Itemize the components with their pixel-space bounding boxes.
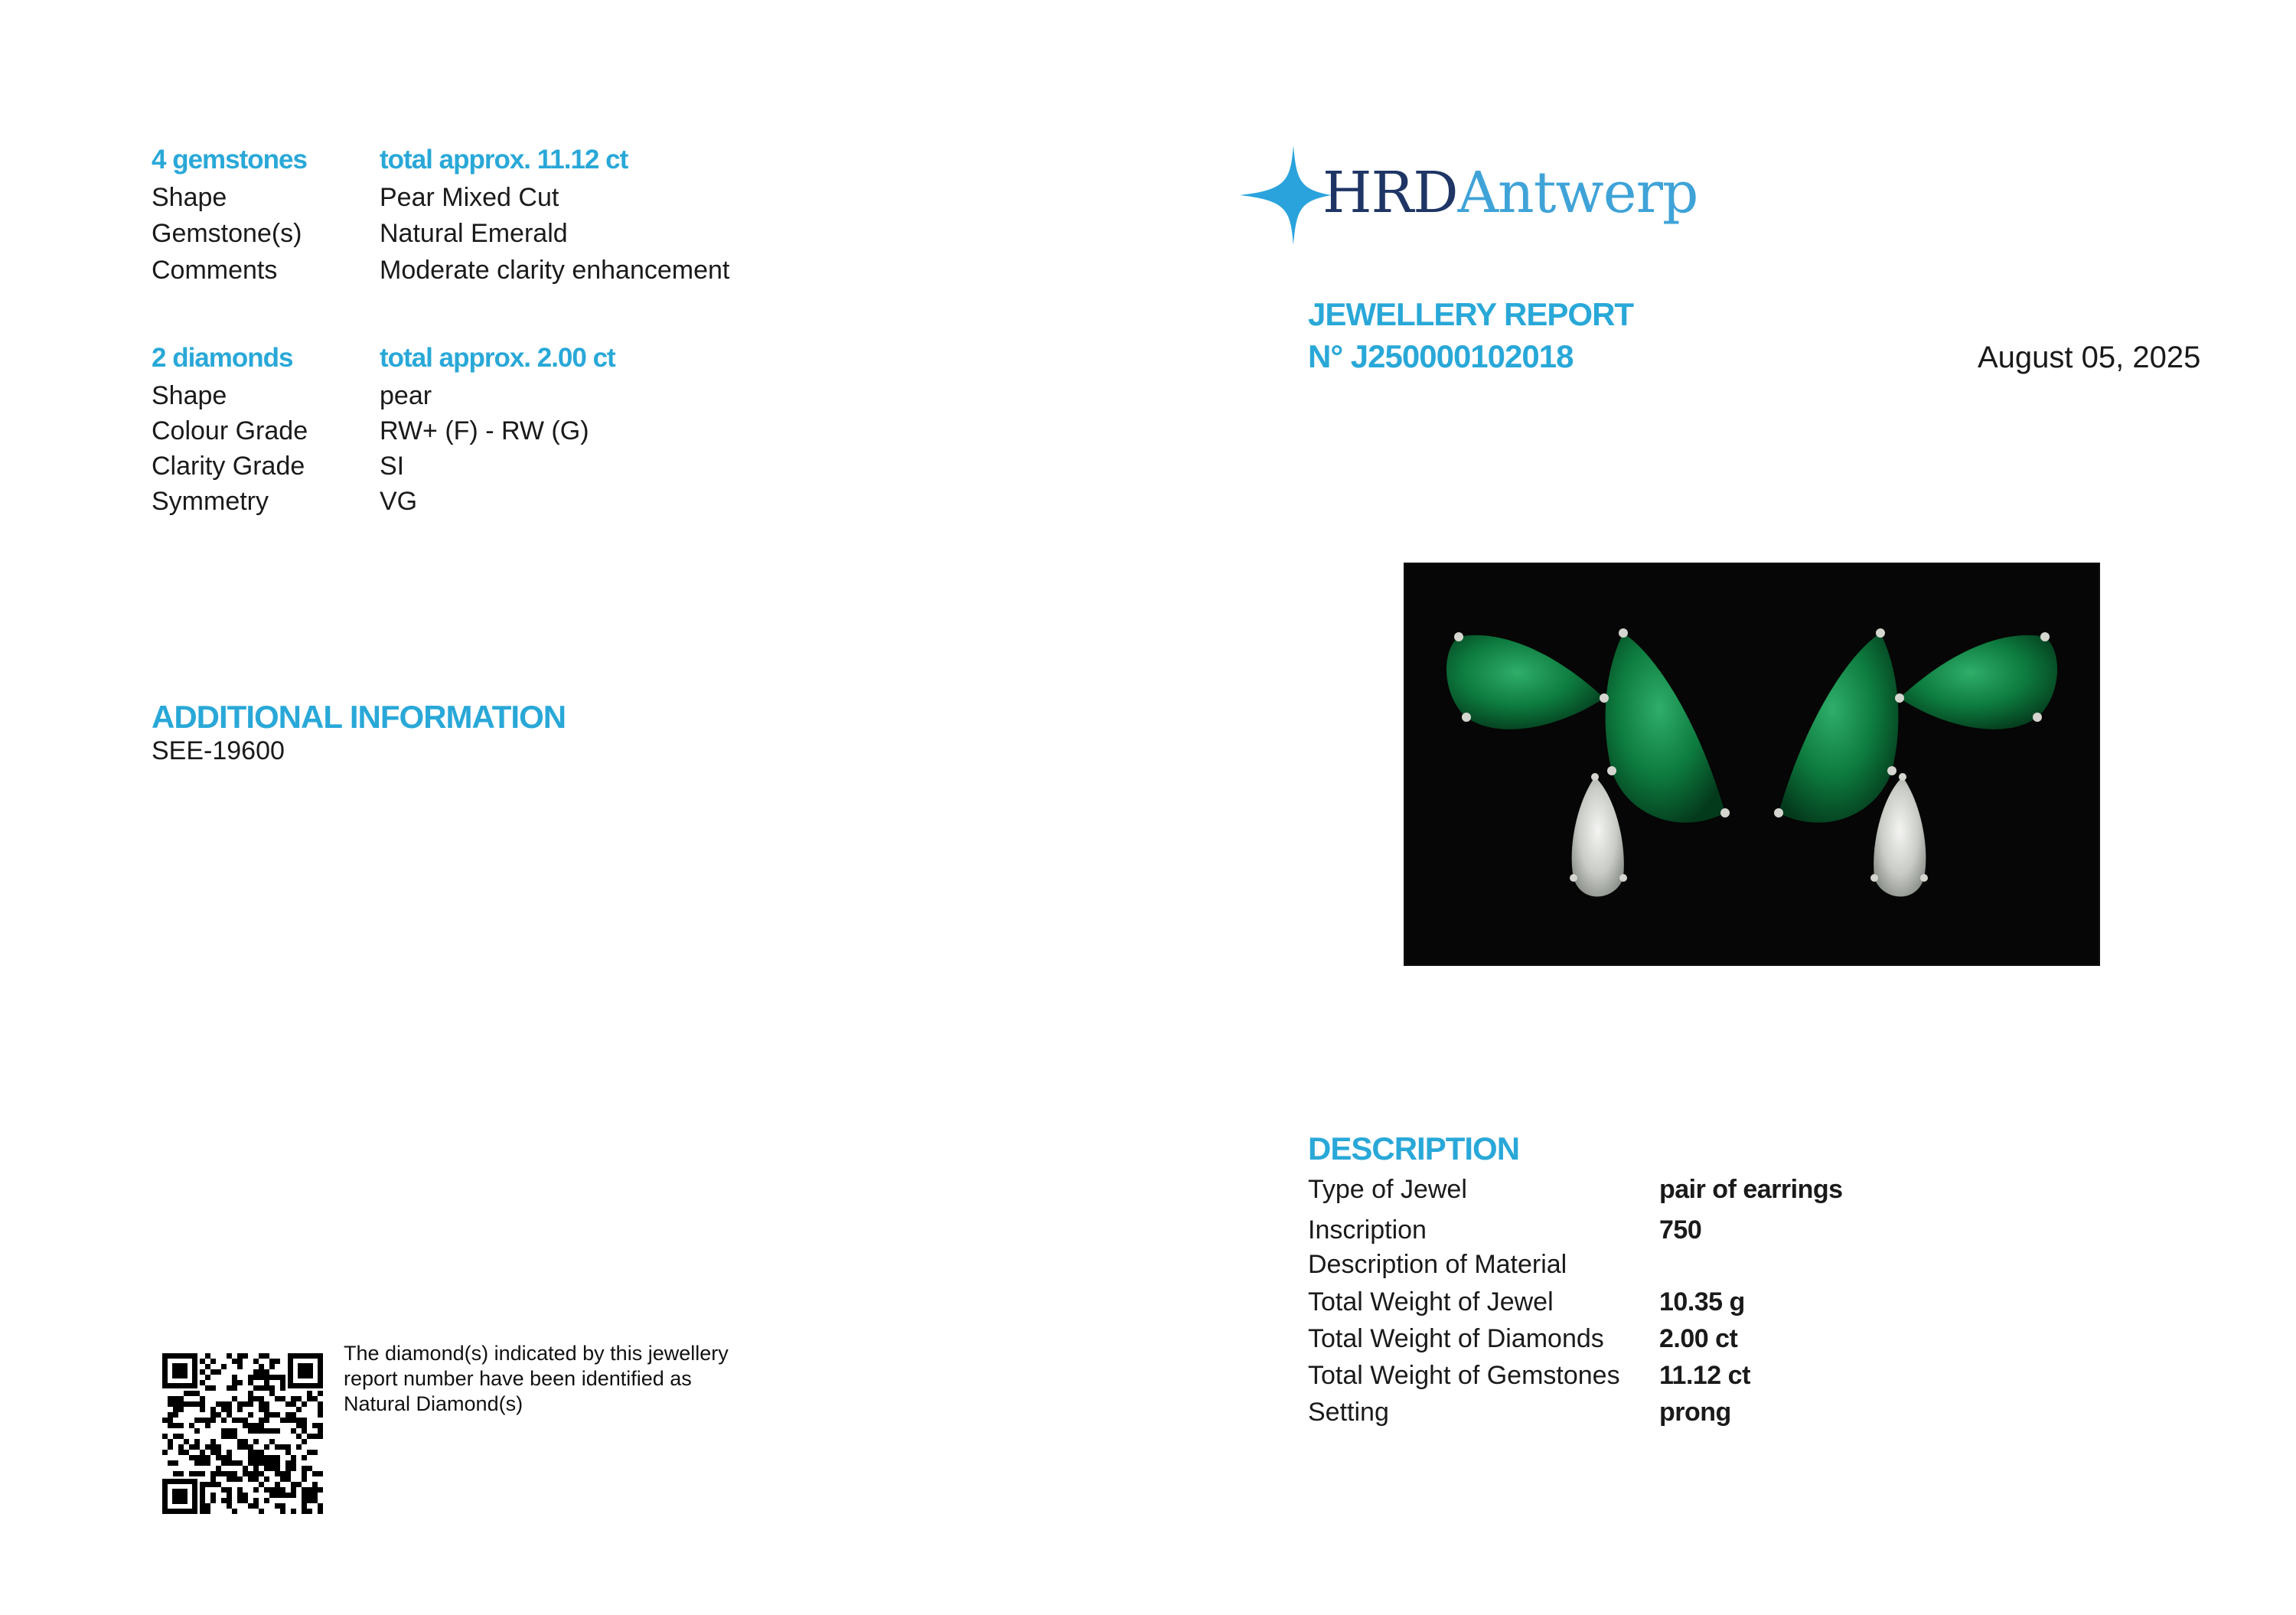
diamonds-total: total approx. 2.00 ct [380, 343, 615, 373]
description-diamond-weight-value: 2.00 ct [1659, 1324, 1738, 1353]
diamond-shape-label: Shape [152, 381, 227, 410]
earrings-photo [1404, 563, 2100, 966]
gemstone-shape-label: Shape [152, 183, 227, 212]
diamond-colour-label: Colour Grade [152, 416, 308, 445]
description-jewel-weight-value: 10.35 g [1659, 1287, 1745, 1316]
gemstone-comments-value: Moderate clarity enhancement [380, 256, 730, 285]
qr-code[interactable] [162, 1353, 323, 1514]
gemstone-comments-label: Comments [152, 256, 278, 285]
diamond-colour-value: RW+ (F) - RW (G) [380, 416, 589, 445]
logo-text [1322, 160, 1698, 226]
gemstones-total: total approx. 11.12 ct [380, 145, 628, 175]
logo-text-antwerp: Antwerp [1457, 160, 1698, 226]
gemstone-shape-value: Pear Mixed Cut [380, 183, 559, 212]
diamond-shape-value: pear [380, 381, 432, 410]
report-title: JEWELLERY REPORT [1308, 296, 1634, 332]
report-date: August 05, 2025 [1978, 341, 2201, 374]
description-gemstone-weight-label: Total Weight of Gemstones [1308, 1361, 1620, 1390]
description-inscription-value: 750 [1659, 1215, 1702, 1245]
description-heading: DESCRIPTION [1308, 1130, 1520, 1166]
logo-text-hrd: HRD [1322, 160, 1458, 226]
diamond-symmetry-value: VG [380, 487, 418, 516]
qr-note-line-1: The diamond(s) indicated by this jewellery [344, 1342, 729, 1365]
description-jewel-weight-label: Total Weight of Jewel [1308, 1287, 1554, 1316]
description-gemstone-weight-value: 11.12 ct [1659, 1361, 1750, 1390]
qr-note-line-3: Natural Diamond(s) [344, 1392, 523, 1415]
report-number: N° J250000102018 [1308, 338, 1574, 374]
description-diamond-weight-label: Total Weight of Diamonds [1308, 1324, 1604, 1353]
qr-note [344, 1341, 772, 1417]
description-setting-value: prong [1659, 1398, 1731, 1427]
diamond-clarity-value: SI [380, 452, 405, 481]
description-material-label: Description of Material [1308, 1250, 1567, 1279]
additional-information-value: SEE-19600 [152, 736, 285, 765]
qr-note-line-2: report number have been identified as [344, 1367, 692, 1390]
qr-code-graphic [162, 1353, 323, 1514]
hrd-antwerp-logo [1240, 138, 1698, 245]
gemstone-type-value: Natural Emerald [380, 219, 568, 248]
gemstones-heading: 4 gemstones [152, 145, 307, 175]
diamond-clarity-label: Clarity Grade [152, 452, 305, 481]
description-setting-label: Setting [1308, 1398, 1389, 1427]
additional-information-heading: ADDITIONAL INFORMATION [152, 699, 566, 735]
star-icon [1240, 145, 1332, 245]
earrings-image [1405, 564, 2099, 964]
description-type-label: Type of Jewel [1308, 1175, 1467, 1204]
diamond-symmetry-label: Symmetry [152, 487, 269, 516]
diamonds-heading: 2 diamonds [152, 343, 293, 373]
description-type-value: pair of earrings [1659, 1175, 1843, 1204]
description-inscription-label: Inscription [1308, 1215, 1427, 1245]
gemstone-type-label: Gemstone(s) [152, 219, 302, 248]
